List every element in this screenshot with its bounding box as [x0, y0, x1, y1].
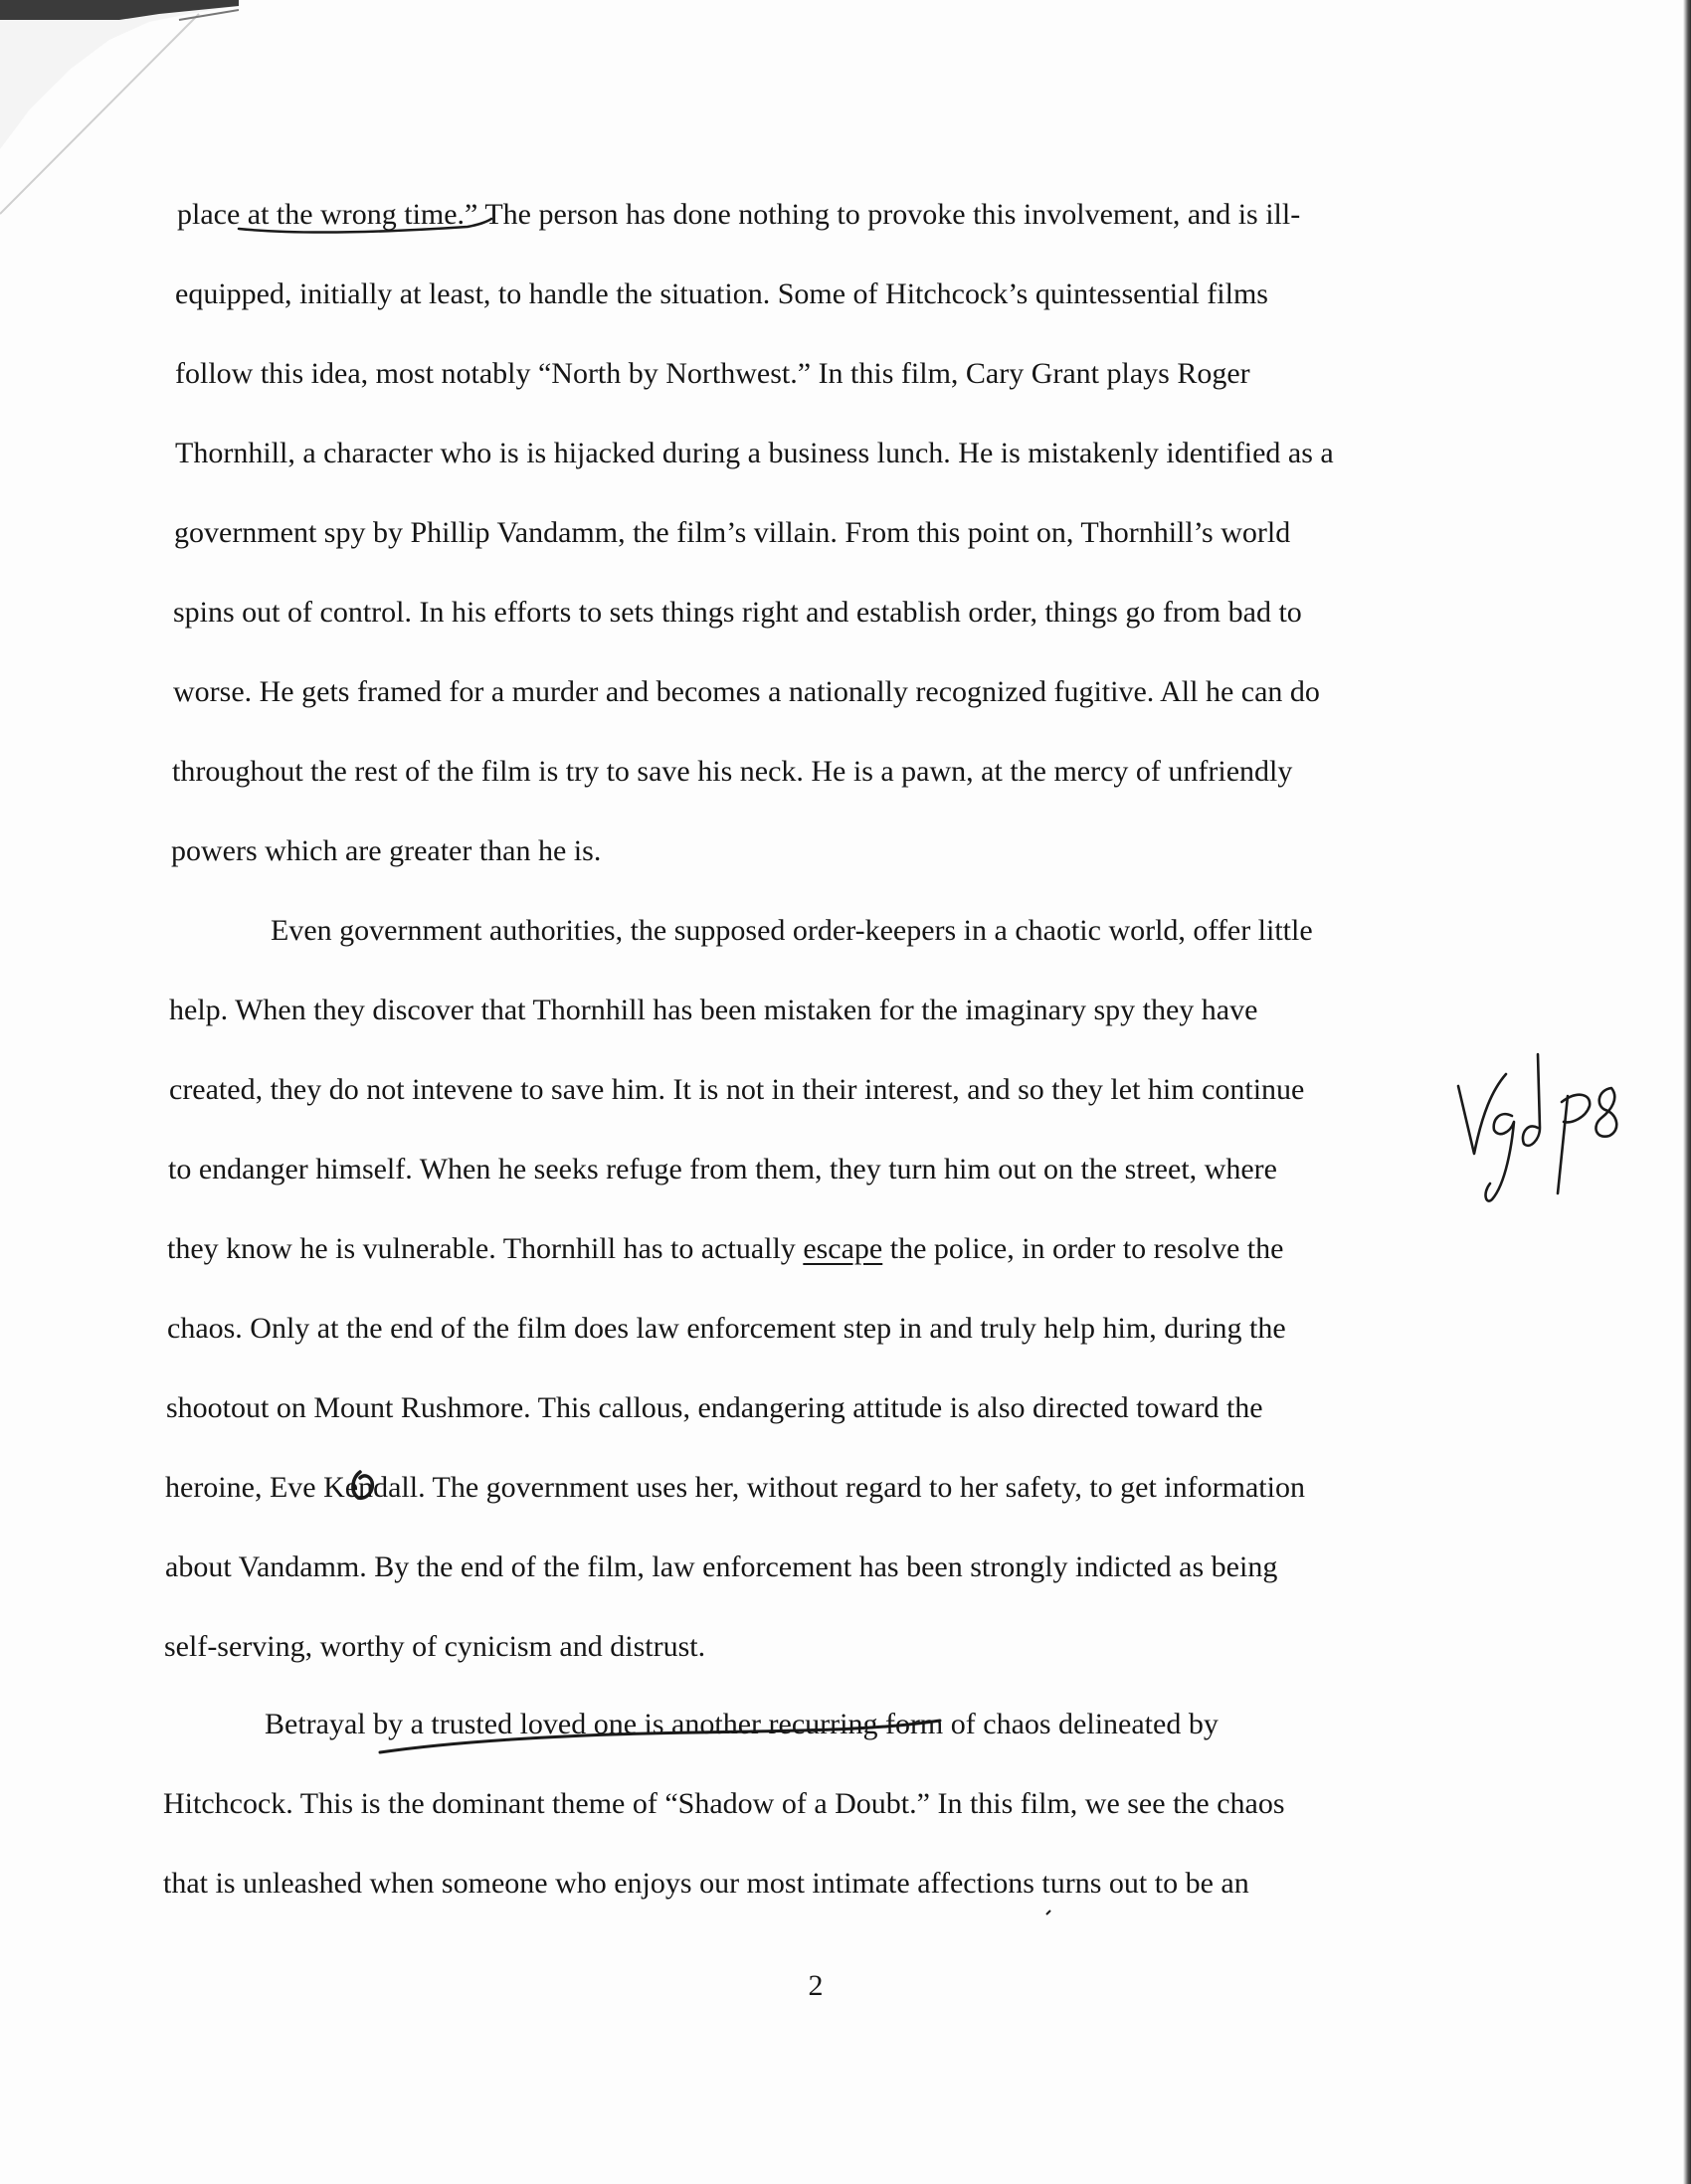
- text-line: help. When they discover that Thornhill has been mistaken for the imaginary spy they have: [169, 994, 1258, 1026]
- text-line: Hitchcock. This is the dominant theme of “Shadow of a Doubt.” In this film, we see the chaos: [163, 1787, 1285, 1820]
- text-line: follow this idea, most notably “North by Northwest.” In this film, Cary Grant plays Roger: [175, 357, 1250, 390]
- underlined-word: escape: [803, 1232, 883, 1265]
- text-line: about Vandamm. By the end of the film, law enforcement has been strongly indicted as being: [165, 1550, 1278, 1583]
- page-number: 2: [808, 1969, 824, 2002]
- text-line: they know he is vulnerable. Thornhill has to actually escape the police, in order to resolve the: [167, 1232, 1284, 1265]
- text-line: worse. He gets framed for a murder and becomes a nationally recognized fugitive. All he can do: [173, 675, 1320, 708]
- text-line: to endanger himself. When he seeks refuge from them, they turn him out on the street, where: [168, 1153, 1277, 1185]
- text-line: that is unleashed when someone who enjoys our most intimate affections turns out to be an: [163, 1867, 1249, 1900]
- text-line: throughout the rest of the film is try to save his neck. He is a pawn, at the mercy of unfriendly: [172, 755, 1293, 788]
- text-line: Even government authorities, the supposed order-keepers in a chaotic world, offer little: [271, 914, 1313, 947]
- text-line: spins out of control. In his efforts to sets things right and establish order, things go from bad to: [173, 596, 1302, 629]
- text-line: shootout on Mount Rushmore. This callous, endangering attitude is also directed toward the: [166, 1391, 1263, 1424]
- text-line: Betrayal by a trusted loved one is another recurring form of chaos delineated by: [265, 1708, 1219, 1740]
- text-line: equipped, initially at least, to handle the situation. Some of Hitchcock’s quintessential films: [175, 277, 1268, 310]
- text-line: powers which are greater than he is.: [171, 834, 602, 867]
- text-line: chaos. Only at the end of the film does law enforcement step in and truly help him, during the: [167, 1312, 1286, 1345]
- text-line: heroine, Eve Kendall. The government uses her, without regard to her safety, to get information: [165, 1471, 1305, 1504]
- text-line: place at the wrong time.” The person has done nothing to provoke this involvement, and is ill-: [177, 198, 1301, 231]
- text-line: Thornhill, a character who is is hijacked during a business lunch. He is mistakenly identified as a: [175, 437, 1334, 469]
- text-line: created, they do not intevene to save him. It is not in their interest, and so they let him continue: [169, 1073, 1305, 1106]
- text-line: government spy by Phillip Vandamm, the film’s villain. From this point on, Thornhill’s world: [174, 516, 1291, 549]
- text-line: self-serving, worthy of cynicism and distrust.: [164, 1630, 706, 1663]
